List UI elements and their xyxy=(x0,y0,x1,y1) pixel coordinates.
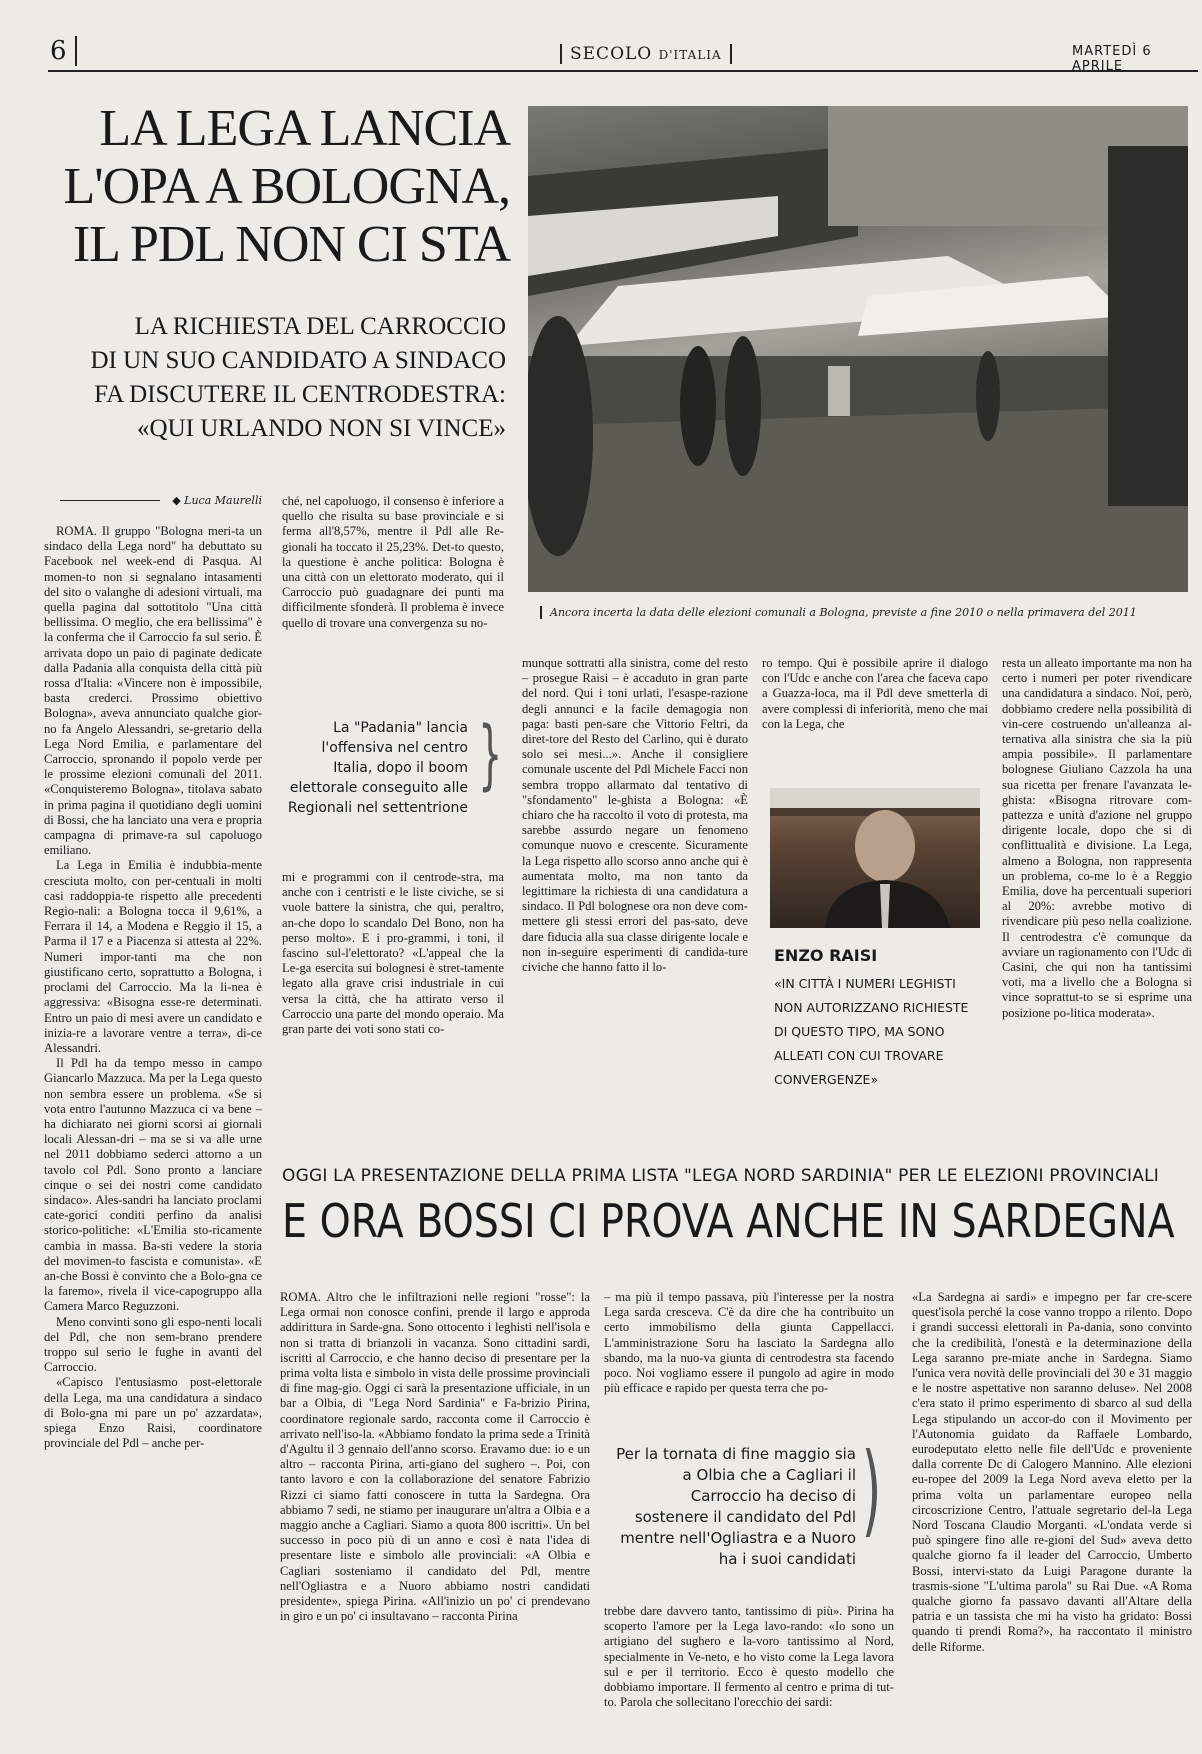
raisi-quote: «IN CITTÀ I NUMERI LEGHISTI NON AUTORIZZANO RICHIESTE DI QUESTO TIPO, MA SONO ALLEATI CON CUI TROVARE CONVERGENZE» xyxy=(774,976,969,1087)
byline: ◆ Luca Maurelli xyxy=(172,494,262,507)
paragraph: ROMA. Altro che le infiltrazioni nelle regioni "rosse": la Lega ormai non conosce confini, prende il largo e approda addirittura in Sarde-gna. Sono ottocento i leghisti nell'isola e non si tratta di brianzoli in vacanza. Sono cittadini sardi, iscritti al Carroccio, e che hanno deciso di presentare per la prima volta lista e simbolo in vista delle prossime provinciali di fine mag-gio. Oggi ci sarà la presentazione ufficiale, in un bar a Olbia, di "Lega Nord Sardinia" e Fa-brizio Pirina, coordinatore regionale sardo, racconta come il Carroccio è arrivato nell'iso-la. «Abbiamo fondato la prima sede a Trinità d'Agultu il 3 gennaio dell'anno scorso. Eravamo due: io e un altro – racconta Pirina, arti-giano del sughero –. Poi, con tanto lavoro e con la collaborazione del senatore Fabrizio Rizzi ci siamo fatti conoscere in tutta la Sardegna. Ora abbiamo 7 sedi, ne stiamo per inaugurare un'altra a Olbia e a maggio anche a Cagliari. Siamo a quota 800 iscritti». Un bel successo in poco più di un anno e così è nata l'idea di presentare liste e simbolo alle provinciali: «A Olbia e Cagliari sosteniamo il candidato del Pdl, mentre nell'Ogliastra e a Nuoro abbiamo nostri candidati presidente», spiega Pirina. «All'inizio un po' ci prendevano in giro e un po' ci insultavano – racconta Pirina xyxy=(280,1290,590,1624)
subhead-line: DI UN SUO CANDIDATO A SINDACO xyxy=(90,347,506,374)
paragraph: – ma più il tempo passava, più l'interesse per la nostra Lega sarda cresceva. C'è da dire che ha contribuito un certo immobilismo della giunta Cappellacci. L'amministrazione Soru ha lasciato la Sardegna allo sbando, ma la nuo-va giunta di centrodestra sta facendo poco. Noi vogliamo essere il pungolo ad agire in modo più efficace e rapido per questa terra che po- xyxy=(604,1290,894,1396)
paper-name xyxy=(560,44,732,64)
paragraph: Meno convinti sono gli espo-nenti locali del Pdl, che non sem-brano prendere troppo sul serio le fughe in avanti del Carroccio. xyxy=(44,1314,262,1375)
article1-headline xyxy=(40,100,510,274)
article2-column-2-bottom xyxy=(604,1604,894,1738)
portrait-illustration xyxy=(770,788,980,928)
paragraph: «Capisco l'entusiasmo post-elettorale della Lega, ma una candidatura a sindaco di Bolo-gna mi pare un po' azzardata», spiega Enzo Raisi, coordinatore provinciale del Pdl – anche per- xyxy=(44,1375,262,1451)
article1-pull-quote: La "Padania" lancia l'offensiva nel centro Italia, dopo il boom elettorale conseguito alle Regionali nel settentrione xyxy=(287,720,468,816)
paragraph: mi e programmi con il centrode-stra, ma anche con i centristi e le liste civiche, se si vuole battere la sinistra, che qui, peraltro, an-che dopo lo scandalo Del Bono, non ha perso molto». E i pro-grammi, i toni, il fascino sul-l'elettorato? «L'appeal che la Le-ga esercita sui bolognesi è stret-tamente legato alla grave crisi industriale in cui versa la città, che ha attirato verso il Carroccio una parte del mondo operaio. Ma gran parte dei voti sono stati co- xyxy=(282,870,504,1037)
article2-column-1 xyxy=(280,1290,590,1738)
article1-column-4-top xyxy=(762,656,988,754)
subhead-line: «QUI URLANDO NON SI VINCE» xyxy=(137,415,506,442)
article1-subhead xyxy=(40,310,506,446)
article2-column-3 xyxy=(912,1290,1192,1738)
paper-name-suffix: D'ITALIA xyxy=(658,48,722,62)
headline-line: LA LEGA LANCIA xyxy=(99,100,510,157)
paragraph: munque sottratti alla sinistra, come del resto – prosegue Raisi – è accaduto in gran parte del nord. Qui i toni urlati, l'esaspe-razione degli annunci e la facile demagogia non paga: basti pen-sare che Vittorio Feltri, da diret-tore del Resto del Carlino, qui è durato solo sei mesi...». Anche il consigliere comunale uscente del Pdl Michele Facci non sembra troppo allarmato dal tentativo di "sfondamento" le-ghista a Bologna: «È chiaro che ha raccolto il voto di protesta, ma sarebbe assurdo negare un fenomeno comunque nuovo e crescente. Sicuramente la Lega rispetto allo scorso anno anche qui è aumentata molto, ma non tanto da legittimare la richiesta di una candidatura a sindaco. Il Pdl bolognese ora non deve com-mettere gli stessi errori del pas-sato, deve dare fiducia alla sua classe dirigente locale e non in-seguire esperimenti di candida-ture civiche che hanno fatto il lo- xyxy=(522,656,748,975)
paragraph: «La Sardegna ai sardi» e impegno per far cre-scere quest'isola perché la cose vanno troppo a rilento. Dopo i grandi successi elettorali in Pa-dania, sono convinto che la credibilità, l'onestà e la determinazione della Lega saranno pre-miate anche in Sardegna. Siamo l'unica vera novità delle provinciali del 30 e 31 maggio e le nostre aspettative non saranno deluse». Nel 2008 c'era stato il primo esperimento di sbarco al sud della Lega stipulando un accor-do con il Movimento per l'Autonomia guidato da Raffaele Lombardo, eurodeputato eletto nelle file dell'Udc e proveniente dalla corrente Dc di Calogero Mannino. Alle elezioni eu-ropee del 2009 la Lega Nord aveva eletto per la prima volta un parlamentare europeo nella circoscrizione Centro, l'attuale segretario del-la Lega Nord Toscana Claudio Morganti. «L'ondata verde si può spingere fino alle re-gioni del Sud» aveva detto qualche giorno fa il leader del Carroccio, Umberto Bossi, intervi-stato da Luigi Paragone durante la trasmis-sione "L'ultima parola" su Rai Due. «A Roma qualche giorno fa passavo davanti all'Altare della patria e un tassista che mi ha visto ha gridato: Bossi quando ti prendi Roma?», ha raccontato il ministro delle Riforme. xyxy=(912,1290,1192,1654)
photo-caption: Ancora incerta la data delle elezioni comunali a Bologna, previste a fine 2010 o nella primavera del 2011 xyxy=(540,606,1200,619)
issue-date: MARTEDÌ 6 APRILE xyxy=(1072,44,1152,74)
pull-quote-brace: } xyxy=(478,709,503,798)
photo-illustration xyxy=(528,106,1188,592)
article2-column-2-top xyxy=(604,1290,894,1412)
street-cafe-photo xyxy=(528,106,1188,592)
subhead-line: LA RICHIESTA DEL CARROCCIO xyxy=(134,313,506,340)
page-number: 6 xyxy=(50,36,77,66)
paragraph: Il Pdl ha da tempo messo in campo Giancarlo Mazzuca. Ma per la Lega questo non sembra essere un problema. «Se si vota entro l'autunno Mazzuca ci va bene – ha dichiarato nei giorni scorsi ai giornali locali Alessan-dri – ma se si va alle urne nel 2011 dobbiamo sederci attorno a un tavolo col Pdl. Sono pronto a lanciare cinque o sei dei nostri come candidato sindaco». Ales-sandri ha lanciato proclami cate-gorici conditi perfino da analisi storico-politiche: «L'Emilia sto-ricamente cambia in massa. Ba-sti vedere la storia del movimen-to fascista e comunista». «E an-che Bossi è convinto che a Bolo-gna ce la faremo», rivela il vice-capogruppo alla Camera Marco Reguzzoni. xyxy=(44,1056,262,1314)
paragraph: ROMA. Il gruppo "Bologna meri-ta un sindaco della Lega nord" ha debuttato su Facebook nel week-end di Pasqua. Al momen-to non si segnalano intasamenti del sito o valanghe di adesioni virtuali, ma quella pagina dal sottotitolo "Una città bellissima. O meglio, che era bellissima" è la conferma che il Carroccio fa sul serio. È arrivata dopo un paio di paginate dedicate dalla Padania alla conquista della città più rossa d'Italia: «Vincere non è impossibile, basta crederci. Prossimo obiettivo Bologna», aveva annunciato qualche gior-no fa Angelo Alessandri, se-gretario della Lega Nord Emilia, e parlamentare del Carroccio, spronando il popolo verde per le prossime elezioni comunali del 2011. «Conquisteremo Bologna», titolava sabato in prima pagina il quotidiano degli uomini di Bossi, che ha lanciato una vera e propria campagna di primave-ra sul capoluogo emiliano. xyxy=(44,524,262,858)
raisi-name: ENZO RAISI xyxy=(774,946,878,965)
article2-kicker: OGGI LA PRESENTAZIONE DELLA PRIMA LISTA "LEGA NORD SARDINIA" PER LE ELEZIONI PROVINCIALI xyxy=(282,1166,1159,1186)
paper-name-main: SECOLO xyxy=(570,44,653,64)
article1-column-2-bottom xyxy=(282,870,504,1100)
article1-column-3 xyxy=(522,656,748,1104)
article2-pull-quote: Per la tornata di fine maggio sia a Olbia che a Cagliari il Carroccio ha deciso di sostenere il candidato del Pdl mentre nell'Ogliastra e a Nuoro ha i suoi candidati xyxy=(616,1445,856,1568)
article2-headline: E ORA BOSSI CI PROVA ANCHE IN SARDEGNA xyxy=(282,1194,1175,1248)
enzo-raisi-photo xyxy=(770,788,980,928)
article1-column-1 xyxy=(44,524,262,1754)
pull-quote-brace: ) xyxy=(861,1431,882,1548)
article1-column-2-top xyxy=(282,494,504,686)
byline-author: Luca Maurelli xyxy=(184,494,262,507)
paragraph: ché, nel capoluogo, il consenso è inferiore a quello che risulta su base provinciale e si ferma all'8,57%, mentre il Pdl alle Re-gionali ha toccato il 25,23%. Det-to questo, la questione è anche politica: Bologna è una città con un elettorato moderato, qui il Carroccio può guadagnare dei punti ma difficilmente sfonderà. Il problema è invece quello di trovare una convergenza su no- xyxy=(282,494,504,630)
paragraph: trebbe dare davvero tanto, tantissimo di più». Pirina ha scoperto l'amore per la Lega lavo-rando: «Io sono un artigiano del sughero e la-voro tantissimo al Nord, specialmente in Ve-neto, e ho visto come la Lega lavora sul e per il territorio. Ecco è questo modello che dobbiamo importare. Il fermento al centro e prima di tut-to. Parola che sollecitano l'orecchio dei sardi: xyxy=(604,1604,894,1710)
paragraph: La Lega in Emilia è indubbia-mente cresciuta molto, con per-centuali in molti casi raddoppia-te rispetto alle precedenti Regio-nali: a Bologna tocca il 9,61%, a Ferrara il 14, a Modena e Reggio il 15, a Parma il 17 e a Piacenza si attesta al 22%. Numeri impor-tanti ma che non giustificano certo, soprattutto a Bologna, i proclami del Carroccio. Ma la li-nea è aggressiva: «Bisogna esse-re determinati. Entro un paio di mesi avere un candidato e inizia-re a lavorare ventre a terra», di-ce Alessandri. xyxy=(44,858,262,1055)
headline-line: L'OPA A BOLOGNA, xyxy=(63,158,510,215)
paragraph: ro tempo. Qui è possibile aprire il dialogo con l'Udc e anche con l'area che faceva capo a Guazza-loca, ma il Pdl deve smetterla di avere complessi di inferiorità, meno che mai con la Lega, che xyxy=(762,656,988,731)
article1-column-5 xyxy=(1002,656,1192,1104)
paragraph: resta un alleato importante ma non ha certo i numeri per poter rivendicare una candidatura a sindaco. Noi, però, dobbiamo credere nella possibilità di vin-cere costruendo un'alleanza al-ternativa alla sinistra che sia la più ampia possibile». Il parlamentare bolognese Giuliano Cazzola ha una sua ricetta per frenare l'avanzata le-ghista: «Bisogna ritrovare com-pattezza e unità d'azione nel gruppo dirigente locale, dopo che si di conflittualità e divisione. La Lega, almeno a Bologna, non rappresenta un problema, co-me lo è a Reggio Emilia, dove ha percentuali superiori al 20%: avrebbe motivo di rivendicare più peso nella coalizione. Il centrodestra c'è comunque da avviare un ragionamento con l'Udc di Casini, che qui non ha tantissimi voti, ma a livello che a Bologna si vince soprattut-to se si esprime una posizione po-litica moderata». xyxy=(1002,656,1192,1020)
headline-line: IL PDL NON CI STA xyxy=(72,216,510,273)
subhead-line: FA DISCUTERE IL CENTRODESTRA: xyxy=(94,381,506,408)
